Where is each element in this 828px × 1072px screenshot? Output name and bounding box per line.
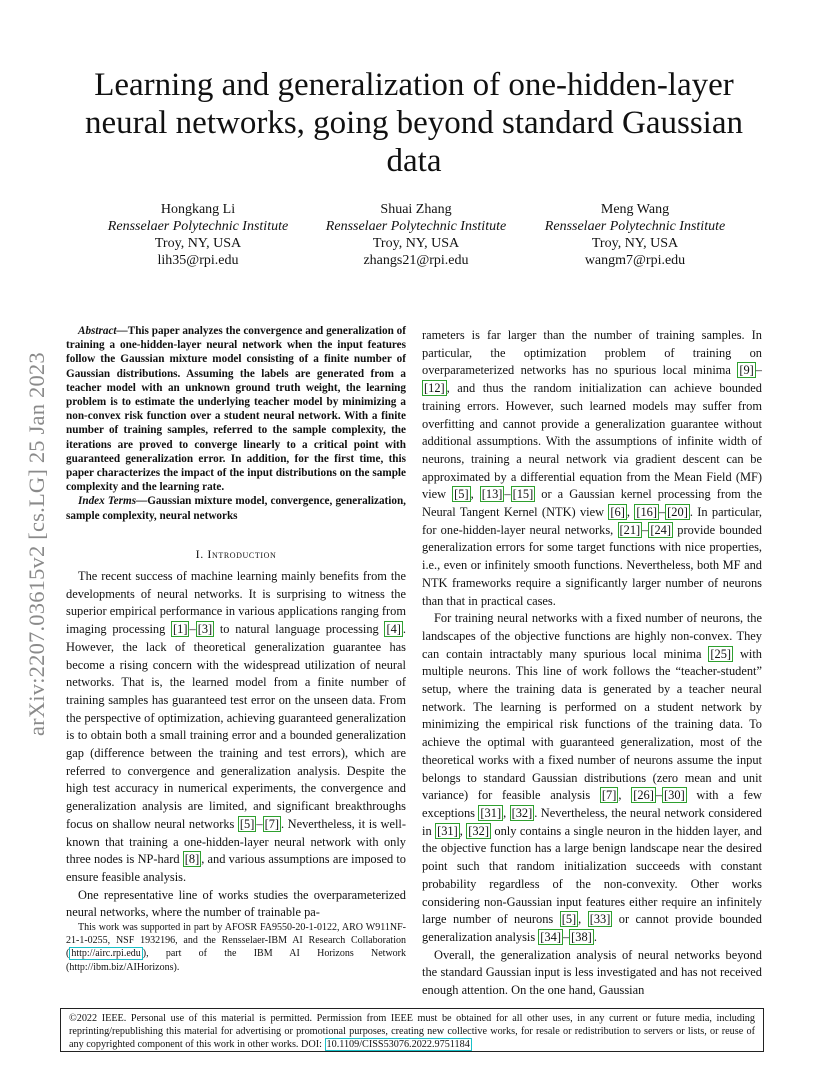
citation-link[interactable]: [30]: [664, 788, 685, 803]
citation-link[interactable]: [33]: [589, 912, 611, 927]
citation-link[interactable]: [12]: [424, 381, 445, 396]
url-link[interactable]: http://airc.rpi.edu: [71, 948, 141, 960]
author-email: lih35@rpi.edu: [157, 253, 239, 268]
author-affiliation: Rensselaer Polytechnic Institute: [544, 219, 726, 234]
paper-title: Learning and generalization of one-hidden-layer neural networks, going beyond standard Gaussian data: [84, 67, 744, 179]
citation-link[interactable]: [20]: [667, 505, 688, 520]
citation-link[interactable]: [32]: [511, 805, 533, 820]
section-title: Introduction: [207, 547, 277, 561]
citation-link[interactable]: [31]: [437, 823, 458, 838]
author-email: wangm7@rpi.edu: [584, 253, 686, 268]
citation-link[interactable]: [5]: [561, 912, 577, 927]
citation-link[interactable]: [25]: [710, 646, 732, 661]
citation-link[interactable]: [3]: [197, 622, 213, 637]
doi-link[interactable]: 10.1109/CISS53076.2022.9751184: [326, 1039, 470, 1050]
section-number: I.: [195, 547, 204, 561]
section-heading: [66, 547, 406, 562]
citation-link[interactable]: [8]: [184, 852, 200, 867]
citation-link[interactable]: [24]: [650, 522, 672, 537]
abstract-paragraph: [66, 324, 406, 494]
body-paragraph: Overall, the generalization analysis of neural networks beyond the standard Gaussian input is less investigated and has not received enough attention. On the one hand, Gaussian: [422, 947, 762, 998]
index-terms-text: Gaussian mixture model, convergence, generalization, sample complexity, neural networks: [66, 495, 406, 522]
citation-link[interactable]: [6]: [610, 505, 625, 520]
citation-link[interactable]: [16]: [636, 505, 657, 520]
citation-link[interactable]: [26]: [633, 788, 654, 803]
author-affiliation: Rensselaer Polytechnic Institute: [107, 219, 289, 234]
author-block-1: [78, 201, 318, 269]
citation-link[interactable]: [32]: [468, 823, 489, 838]
index-terms-label: Index Terms—: [78, 495, 148, 508]
citation-link[interactable]: [31]: [480, 805, 502, 820]
body-paragraph: One representative line of works studies the overparameterized neural networks, where the number of trainable pa-: [66, 887, 406, 920]
body-paragraph: The recent success of machine learning mainly benefits from the developments of neural networks. It is surprising to witness the superior empirical performance in various applications ranging from imaging processing [1] – [3] to natural language processing [4] . However, the lack of theoretical generalization guarantee has become a rising concern with the widespread utilization of neural networks. That is, the learned model from a finite number of training samples has guaranteed test error on the unseen data. From the perspective of optimization, achieving guaranteed generalization is to obtain both a small training error and a bounded generalization gap (difference between the training and test errors), which are referred to convergence and generalization analysis. Despite the high test accuracy in numerical experiments, the convergence and generalization analysis are limited, and significant breakthroughs focus on shallow neural networks [5] – [7] . Nevertheless, it is well-known that training a one-hidden-layer neural network with only three nodes is NP-hard [8] , and various assumptions are imposed to ensure feasible analysis.: [66, 569, 407, 884]
citation-link[interactable]: [5]: [454, 487, 469, 502]
funding-footnote: [66, 921, 406, 974]
citation-link[interactable]: [34]: [540, 929, 561, 944]
right-column-body: [422, 327, 762, 1000]
author-location: Troy, NY, USA: [372, 236, 460, 251]
left-column-body: [66, 568, 406, 922]
author-block-3: [515, 201, 755, 269]
citation-link[interactable]: [9]: [739, 363, 754, 378]
citation-link[interactable]: [4]: [386, 622, 401, 637]
copyright-notice: [60, 1008, 764, 1052]
author-email: zhangs21@rpi.edu: [363, 253, 469, 268]
author-block-2: [296, 201, 536, 269]
author-location: Troy, NY, USA: [154, 236, 242, 251]
author-name: Hongkang Li: [160, 202, 236, 217]
citation-link[interactable]: [5]: [239, 816, 255, 831]
author-location: Troy, NY, USA: [591, 236, 679, 251]
index-terms-paragraph: [66, 494, 406, 522]
citation-link[interactable]: [15]: [512, 487, 534, 502]
arxiv-stamp: arXiv:2207.03615v2 [cs.LG] 25 Jan 2023: [24, 352, 49, 736]
abstract-text: This paper analyzes the convergence and generalization of training a one-hidden-layer neural network when the input features follow the Gaussian mixture model consisting of a finite number of Gaussian distributions. Assuming the labels are generated from a teacher model with an unknown ground truth weight, the learning problem is to estimate the underlying teacher model by minimizing a non-convex risk function over a student neural network. With a finite number of training samples, referred to the sample complexity, the iterations are proved to converge linearly to a critical point with guaranteed generalization error. In addition, for the first time, this paper characterizes the impact of the input distributions on the sample complexity and the learning rate.: [66, 325, 406, 494]
citation-link[interactable]: [7]: [601, 788, 617, 803]
body-paragraph: rameters is far larger than the number of training samples. In particular, the optimization problem of training on overparameterized networks has no spurious local minima [9] –[12] , and thus the random initialization can achieve bounded training errors. However, such learned models may suffer from overfitting and cannot provide a generalization guarantee without additional assumptions. With the assumptions of infinite width of neurons, training a neural network via gradient descent can be approximated by a differential equation from the Mean Field (MF) view [5] , [13] – [15] or a Gaussian kernel processing from the Neural Tangent Kernel (NTK) view [6] , [16] – [20] . In particular, for one-hidden-layer neural networks, [21] – [24] provide bounded generalization errors for some target functions with nice properties, i.e., even or infinitely smooth functions. Nevertheless, both MF and NTK frameworks require a significantly larger number of neurons than that in practical cases.: [422, 328, 763, 608]
body-paragraph: For training neural networks with a fixed number of neurons, the landscapes of the objective functions are highly non-convex. They can contain intractably many spurious local minima [25] with multiple neurons. This line of work follows the “teacher-student” setup, where the training data is generated by a teacher neural network. The learning is performed on a student network by minimizing the empirical risk functions of the training data. To achieve the optimal with guaranteed generalization, most of the theoretical works with a fixed number of neurons assume the input belongs to standard Gaussian distributions (zero mean and unit variance) for feasible analysis [7] , [26] – [30] with a few exceptions [31] , [32] . Nevertheless, the neural network considered in [31] , [32] only contains a single neuron in the hidden layer, and the objective function has a large benign landscape near the desired point such that random initialization succeeds with constant probability regardless of the non-convexity. Other works considering non-Gaussian input features either require an infinitely large number of neurons [5] , [33] or cannot provide bounded generalization analysis [34] – [38] .: [422, 611, 762, 944]
author-name: Shuai Zhang: [380, 202, 452, 217]
author-name: Meng Wang: [600, 202, 670, 217]
footnote-text: This work was supported in part by AFOSR FA9550-20-1-0122, ARO W911NF-21-1-0255, NSF 1932196, and the Rensselaer-IBM AI Research Collaboration ( http://airc.rpi.edu ), part of the IBM AI Horizons Network (http://ibm.biz/AIHorizons).: [66, 922, 406, 973]
citation-link[interactable]: [21]: [619, 522, 641, 537]
citation-link[interactable]: [13]: [481, 487, 503, 502]
author-affiliation: Rensselaer Polytechnic Institute: [325, 219, 507, 234]
abstract: [66, 324, 406, 523]
abstract-label: Abstract—: [78, 325, 128, 337]
citation-link[interactable]: [1]: [173, 622, 188, 637]
copyright-text: ©2022 IEEE. Personal use of this material is permitted. Permission from IEEE must be obtained for all other uses, in any current or future media, including reprinting/republishing this material for advertising or promotional purposes, creating new collective works, for resale or redistribution to servers or lists, or reuse of any copyrighted component of this work in other works. DOI: 10.1109/CISS53076.2022.9751184: [69, 1013, 755, 1050]
citation-link[interactable]: [7]: [264, 816, 280, 831]
citation-link[interactable]: [38]: [571, 929, 592, 944]
